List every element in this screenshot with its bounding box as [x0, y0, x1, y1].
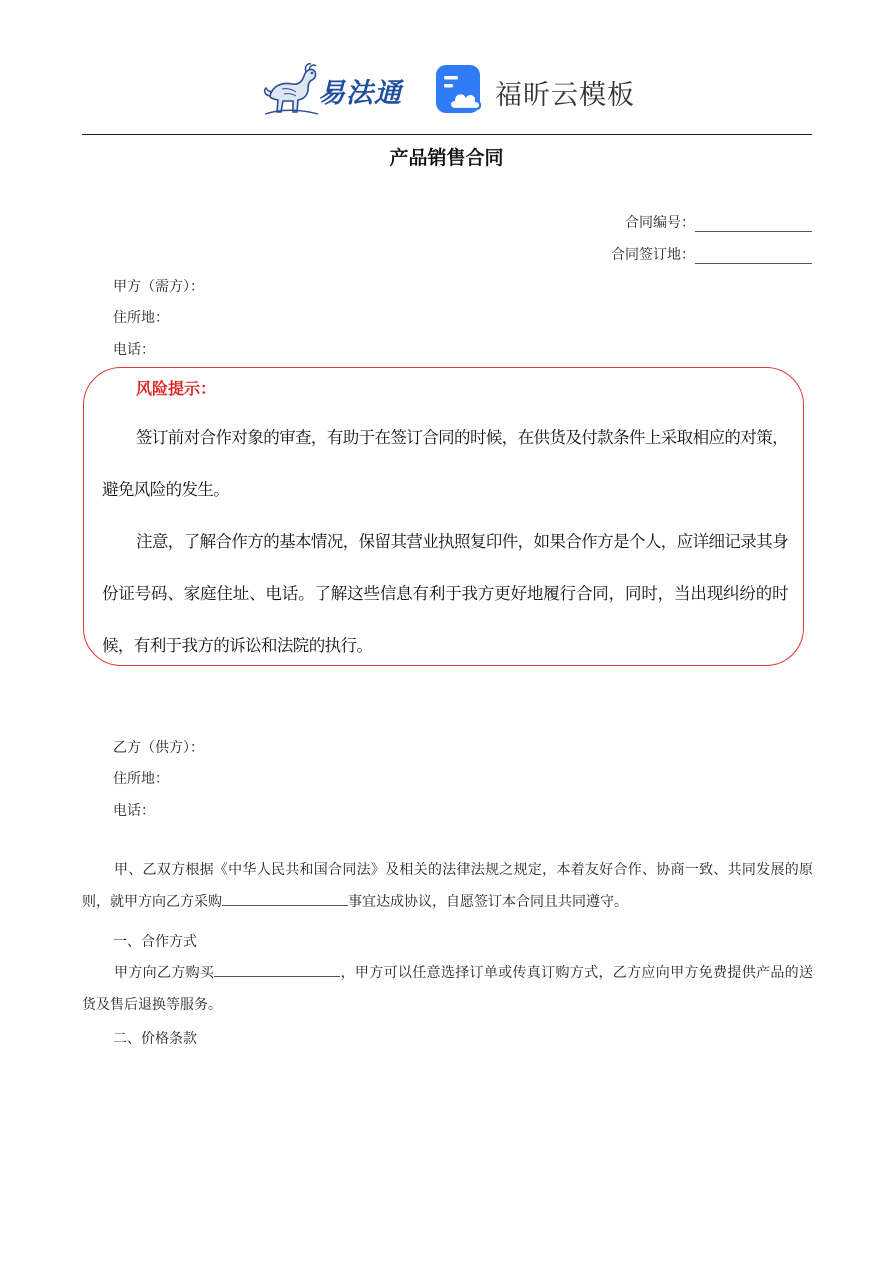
risk-notice-paragraph-1: 签订前对合作对象的审查，有助于在签订合同的时候，在供货及付款条件上采取相应的对策，避免风险的发生。 [102, 428, 788, 499]
risk-notice-title: 风险提示： [136, 379, 217, 398]
contract-number-blank [695, 216, 812, 232]
foxit-template-logo-text: 福昕云模板 [495, 80, 635, 111]
contract-number-field [625, 212, 812, 232]
document-title: 产品销售合同 [389, 147, 504, 169]
section-1-title: 一、合作方式 [113, 934, 197, 950]
section-2-title: 二、价格条款 [113, 1031, 197, 1047]
horse-logo-icon [262, 62, 320, 116]
section-1-paragraph [82, 957, 813, 1021]
purchase-product-blank [214, 962, 340, 977]
party-a-label: 甲方（需方）： [113, 279, 204, 295]
intro-text-a: 甲、乙双方根据《中华人民共和国合同法》及相关的法律法规之规定，本着友好合作、协商一致、共同发展的原则，就甲方向乙方采购 [82, 862, 813, 910]
risk-notice-paragraph-2: 注意，了解合作方的基本情况，保留其营业执照复印件，如果合作方是个人，应详细记录其身份证号码、家庭住址、电话。了解这些信息有利于我方更好地履行合同，同时，当出现纠纷的时候，有利于我方的诉讼和法院的执行。 [102, 532, 788, 655]
sign-place-field [611, 244, 812, 264]
party-b-address-label: 住所地： [113, 771, 169, 787]
sign-place-label: 合同签订地： [611, 247, 695, 263]
intro-paragraph [82, 854, 813, 918]
yifatong-logo-text: 易法通 [318, 78, 402, 109]
intro-text-b: 事宜达成协议，自愿签订本合同且共同遵守。 [348, 894, 628, 910]
party-b-phone-label: 电话： [113, 803, 155, 819]
header-divider [82, 134, 812, 135]
cloud-template-logo-icon [435, 64, 487, 116]
sign-place-blank [695, 248, 812, 264]
party-b-label: 乙方（供方）： [113, 740, 204, 756]
party-a-phone-label: 电话： [113, 342, 155, 358]
party-a-address-label: 住所地： [113, 310, 169, 326]
header-logos [0, 62, 893, 120]
section-1-text-b: ，甲方可以任意选择订单或传真订购方式，乙方应向甲方免费提供产品的送货及售后退换等服务。 [82, 965, 814, 1013]
section-1-text-a: 甲方向乙方购买 [114, 965, 215, 981]
contract-number-label: 合同编号： [625, 215, 695, 231]
purchase-item-blank [222, 891, 348, 906]
